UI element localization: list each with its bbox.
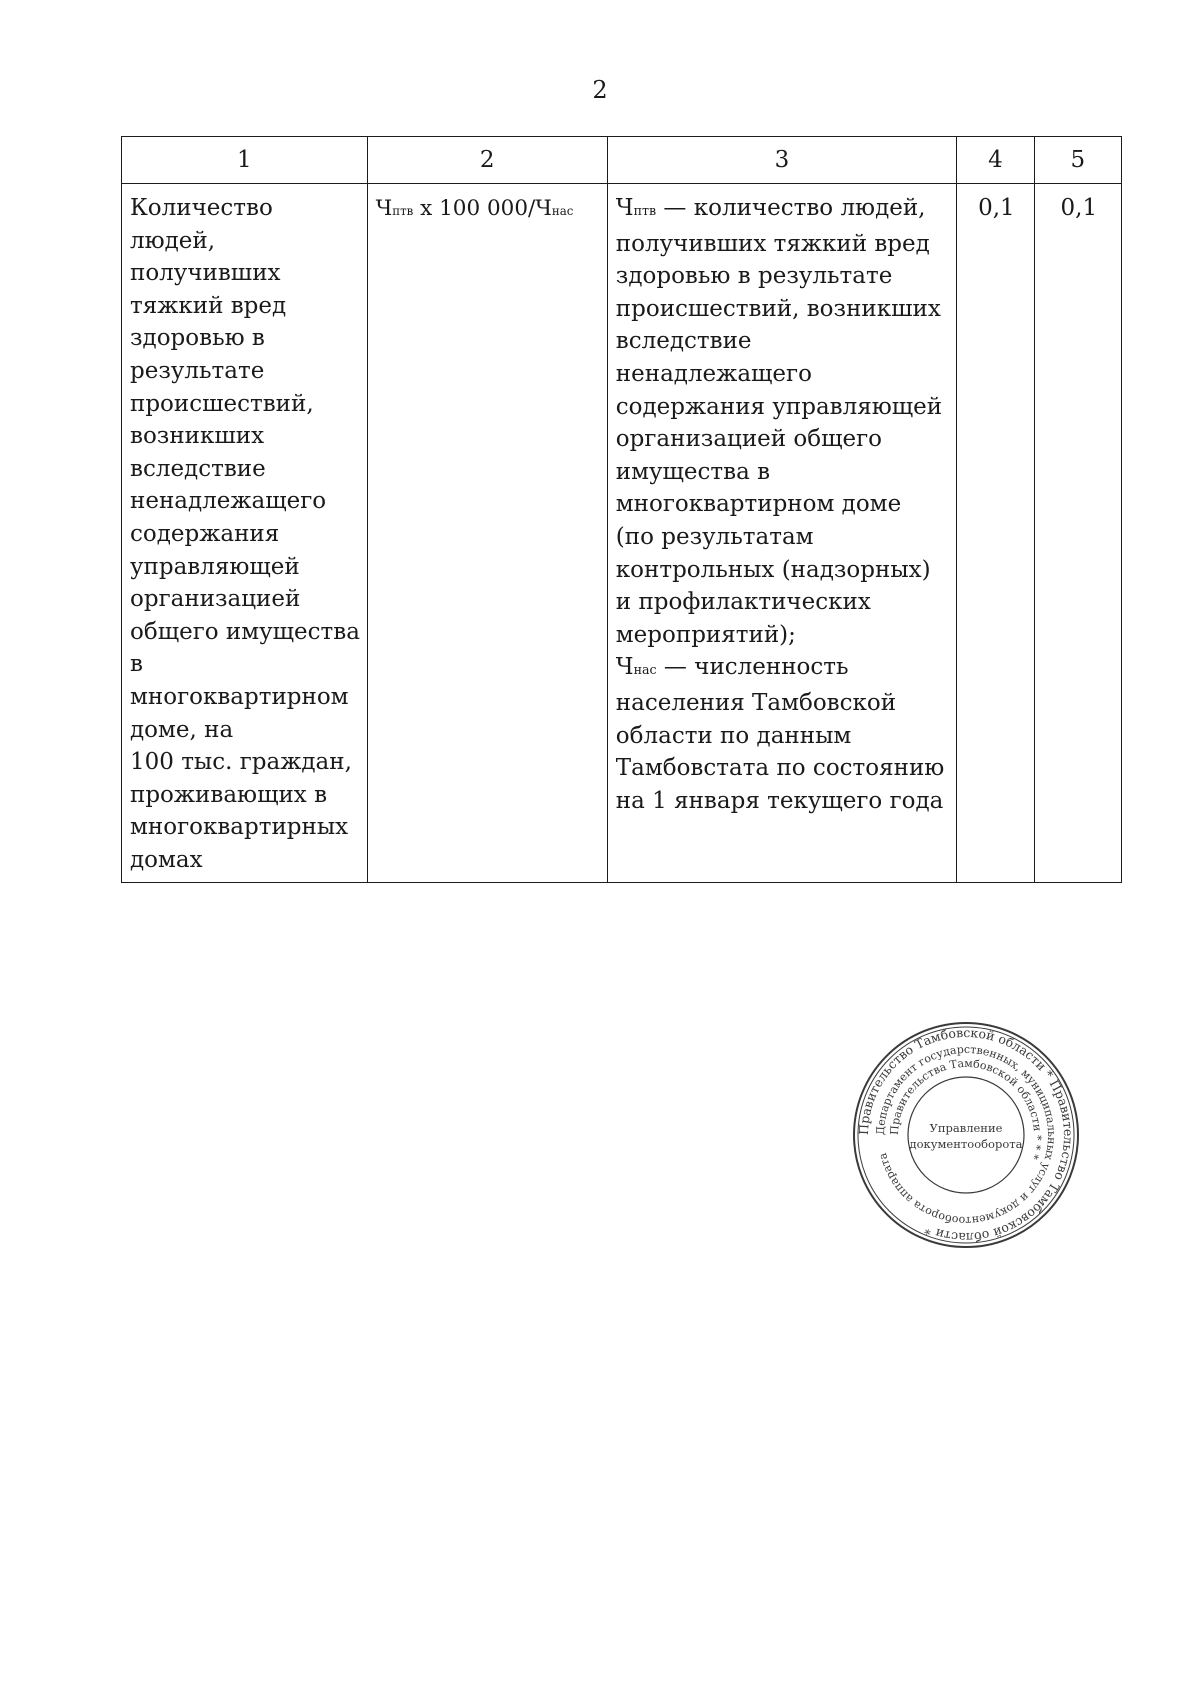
description-var-2: Ч (615, 654, 634, 681)
indicator-name-cell (122, 184, 368, 883)
stamp-inner-text: Правительства Тамбовской области * * * (887, 1056, 1045, 1161)
description-var-1: Ч (615, 195, 634, 221)
official-stamp (851, 1020, 1081, 1250)
value-col-4: 0,1 (957, 184, 1035, 883)
formula-var-2: Ч (535, 196, 552, 221)
description-line: многоквартирном доме (615, 491, 902, 518)
indicator-line: общего имущества (130, 618, 360, 645)
description-cell (607, 184, 956, 883)
stamp-center-line-2: документооборота (909, 1137, 1023, 1151)
stamp-middle-text: Департамент государственных, муниципальных услуг и документооборота аппарата (873, 1042, 1059, 1228)
description-line: имущества в (615, 458, 771, 485)
indicator-line: многоквартирных (130, 814, 349, 841)
stamp-rings (854, 1023, 1078, 1247)
indicator-line: в (130, 651, 143, 678)
table-row (122, 184, 1122, 883)
indicator-line: многоквартирном (130, 683, 349, 710)
formula-operator: х 100 000/ (413, 196, 536, 221)
indicator-line: людей, (130, 227, 216, 254)
header-col-5: 5 (1034, 137, 1121, 184)
formula-var-2-subscript: нас (551, 204, 574, 218)
description-line (616, 651, 950, 687)
description-line: организацией общего (615, 426, 883, 453)
indicator-line: ненадлежащего (130, 488, 327, 515)
description-line: здоровью в результате (615, 263, 893, 290)
indicator-line: содержания (130, 520, 280, 547)
description-var-2-subscript: нас (633, 662, 657, 678)
indicator-line: 100 тыс. граждан, (130, 749, 352, 776)
description-line: (по результатам (615, 523, 814, 550)
description-line: содержания управляющей (615, 393, 943, 420)
formula (376, 196, 574, 221)
stamp-center-line-1: Управление (929, 1121, 1003, 1135)
description-line: мероприятий); (615, 621, 796, 648)
stamp-seal-graphic (851, 1020, 1081, 1250)
description-line: вследствие ненадлежащего (615, 328, 812, 387)
description-line: населения Тамбовской (615, 689, 897, 716)
indicator-line: тяжкий вред (130, 292, 287, 319)
description-var-1-subscript: птв (633, 203, 657, 218)
description-lead-1: — количество людей, (656, 195, 926, 221)
description-line: происшествий, возникших (615, 295, 941, 322)
indicator-line: результате (130, 357, 265, 384)
indicator-table (121, 136, 1122, 883)
indicator-line: получивших (130, 260, 281, 287)
indicator-line: происшествий, (130, 390, 314, 417)
description-line: и профилактических (615, 589, 871, 616)
indicator-line: здоровью в (130, 325, 265, 352)
indicator-line: Количество (130, 195, 273, 221)
description-line: Тамбовстата по состоянию (615, 755, 945, 782)
stamp-outer-text: Правительство Тамбовской области * Правительство Тамбовской области * (855, 1024, 1077, 1246)
indicator-line: доме, на (130, 716, 234, 743)
description-lead-2: — численность (656, 654, 849, 681)
indicator-line: проживающих в (130, 781, 328, 808)
header-col-3: 3 (607, 137, 956, 184)
header-col-2: 2 (367, 137, 607, 184)
formula-cell (367, 184, 607, 883)
header-col-4: 4 (957, 137, 1035, 184)
indicator-line: организацией (130, 586, 301, 613)
description-line: на 1 января текущего года (615, 787, 944, 814)
page-number: 2 (592, 76, 608, 104)
indicator-line: возникших (130, 423, 265, 450)
header-col-1: 1 (122, 137, 368, 184)
indicator-line: управляющей (130, 553, 300, 580)
description-line: области по данным (615, 722, 852, 749)
indicator-line: вследствие (130, 455, 266, 482)
description-line: контрольных (надзорных) (615, 556, 931, 583)
description-line: получивших тяжкий вред (615, 230, 930, 257)
formula-var-1: Ч (375, 196, 393, 221)
formula-var-1-subscript: птв (392, 204, 414, 218)
table-header-row (122, 137, 1122, 184)
indicator-line: домах (130, 846, 203, 873)
value-col-5: 0,1 (1034, 184, 1121, 883)
description-line (616, 192, 950, 228)
